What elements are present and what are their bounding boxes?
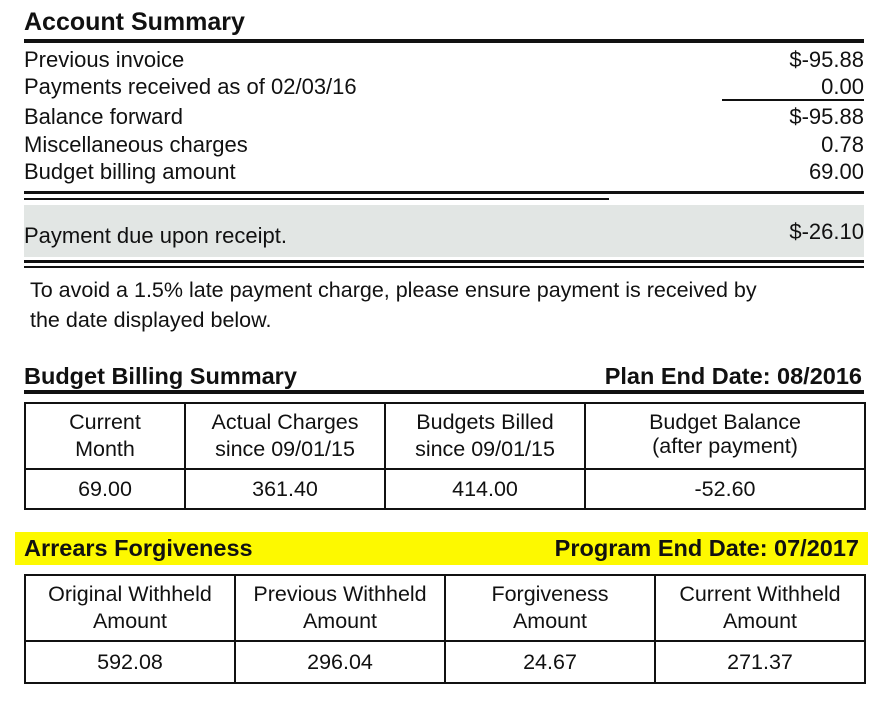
arrears-table — [24, 574, 866, 684]
row-label: Budget billing amount — [24, 159, 236, 184]
row-label: Miscellaneous charges — [24, 132, 248, 157]
row-label: Balance forward — [24, 104, 183, 129]
row-value: $-95.88 — [789, 104, 864, 129]
header-original-withheld: Original Withheld Amount — [25, 575, 235, 641]
arrears-title: Arrears Forgiveness — [24, 535, 253, 561]
plan-end-date: Plan End Date: 08/2016 — [604, 363, 862, 389]
row-label: Payments received as of 02/03/16 — [24, 74, 357, 99]
row-value: 0.78 — [821, 132, 864, 157]
header-budgets-billed: Budgets Billed since 09/01/15 — [385, 403, 585, 469]
value-current-month: 69.00 — [25, 469, 185, 509]
summary-row-balance-forward — [24, 103, 864, 130]
header-current-withheld: Current Withheld Amount — [655, 575, 865, 641]
header-current-month: Current Month — [25, 403, 185, 469]
header-previous-withheld: Previous Withheld Amount — [235, 575, 445, 641]
summary-row-previous-invoice — [24, 46, 864, 73]
summary-row-misc-charges — [24, 131, 864, 158]
header-actual-charges: Actual Charges since 09/01/15 — [185, 403, 385, 469]
payment-due-label: Payment due upon receipt. — [24, 223, 287, 248]
table-row — [25, 469, 865, 509]
payment-due-row — [24, 219, 864, 249]
row-label: Previous invoice — [24, 47, 185, 72]
value-budgets-billed: 414.00 — [385, 469, 585, 509]
table-row — [25, 641, 865, 683]
value-current-withheld: 271.37 — [655, 641, 865, 683]
row-value: 69.00 — [808, 159, 864, 184]
payment-due-value: $-26.10 — [789, 219, 864, 244]
table-header-row — [25, 575, 865, 641]
due-rule-1 — [24, 260, 864, 263]
value-previous-withheld: 296.04 — [235, 641, 445, 683]
summary-row-budget-billing — [24, 158, 864, 185]
due-rule-2 — [24, 266, 864, 268]
summary-bottom-rule — [24, 191, 864, 194]
title-rule — [24, 39, 864, 43]
row-value: $-95.88 — [789, 47, 864, 72]
header-budget-balance: Budget Balance (after payment) — [585, 403, 865, 469]
summary-bottom-rule-2 — [24, 198, 609, 200]
value-budget-balance: -52.60 — [585, 469, 865, 509]
account-summary-title: Account Summary — [24, 8, 245, 36]
budget-billing-table — [24, 402, 866, 510]
table-header-row — [25, 403, 865, 469]
subtotal-rule — [722, 99, 864, 101]
late-charge-note: To avoid a 1.5% late payment charge, please ensure payment is received by the date displayed below. — [30, 278, 757, 332]
program-end-date: Program End Date: 07/2017 — [554, 535, 859, 561]
budget-billing-title: Budget Billing Summary — [24, 363, 297, 389]
value-actual-charges: 361.40 — [185, 469, 385, 509]
value-forgiveness: 24.67 — [445, 641, 655, 683]
budget-rule — [24, 390, 864, 394]
summary-row-payments-received — [24, 73, 864, 100]
value-original-withheld: 592.08 — [25, 641, 235, 683]
row-value: 0.00 — [821, 74, 864, 99]
header-forgiveness: Forgiveness Amount — [445, 575, 655, 641]
